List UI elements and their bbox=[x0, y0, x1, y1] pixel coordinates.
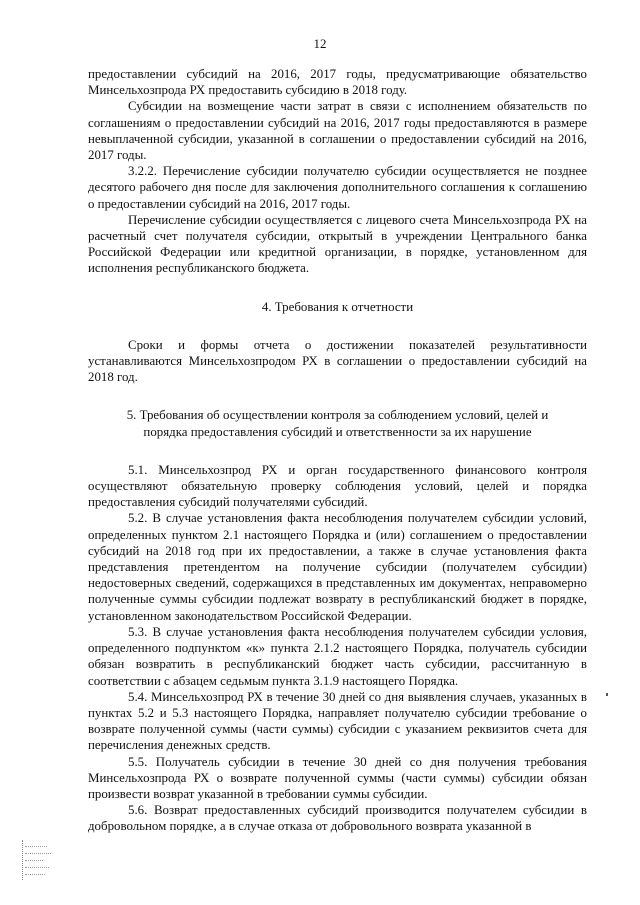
paragraph-transfer-account: Перечисление субсидии осуществляется с лицевого счета Минсельхозпрода РХ на расчетный счет получателя субсидии, открытый в учреждении Центрального банка Российской Федерации или кредитной организации, в порядке, установленном для исполнения республиканского бюджета. bbox=[88, 212, 587, 276]
scan-speck bbox=[606, 693, 608, 696]
section-4-heading: 4. Требования к отчетности bbox=[261, 299, 414, 314]
paragraph-5-6: 5.6. Возврат предоставленных субсидий производится получателем субсидии в добровольном порядке, а в случае отказа от добровольного возврата указанной в bbox=[88, 803, 587, 834]
faint-approval-stamp bbox=[22, 840, 53, 880]
paragraph-5-5: 5.5. Получатель субсидии в течение 30 дней со дня получения требования Минсельхозпрода РХ о возврате полученной суммы (части суммы) субсидии обязан произвести возврат указанной в требовании суммы субсидии. bbox=[88, 754, 587, 801]
paragraph-3-2-2: 3.2.2. Перечисление субсидии получателю субсидии осуществляется не позднее десятого рабочего дня после для заключения дополнительного соглашения к соглашению о предоставлении субсидий на 2016, 2017 годы. bbox=[88, 164, 587, 211]
paragraph-5-2: 5.2. В случае установления факта несоблюдения получателем субсидии условий, определенных пунктом 2.1 настоящего Порядка и (или) соглашением о предоставлении субсидий на 2018 год при их предоставлении, а также в случае установления факта представления претендентом на получение субсидии (получателем субсидии) недостоверных сведений, содержащихся в представленных им документах, неправомерно полученные суммы субсидии подлежат возврату в республиканский бюджет в порядке, установленном законодательством Российской Федерации. bbox=[88, 511, 587, 623]
document-body bbox=[88, 66, 587, 835]
paragraph-5-3: 5.3. В случае установления факта несоблюдения получателем субсидии условия, определенного подпунктом «к» пункта 2.1.2 настоящего Порядка, получатель субсидии обязан возвратить в республиканский бюджет часть субсидии, рассчитанную в соответствии с абзацем седьмым пункта 3.1.9 настоящего Порядка. bbox=[88, 624, 587, 688]
page-number: 12 bbox=[313, 36, 327, 51]
paragraph-subsidy-compensation: Субсидии на возмещение части затрат в связи с исполнением обязательств по соглашениям о предоставлении субсидий на 2016, 2017 годы предоставляются в размере невыплаченной субсидии, указанной в соглашении о предоставлении субсидий на 2016, 2017 годы. bbox=[88, 99, 587, 163]
paragraph-5-1: 5.1. Минсельхозпрод РХ и орган государственного финансового контроля осуществляют обязательную проверку соблюдения условий, целей и порядка предоставления субсидий получателями субсидий. bbox=[88, 462, 587, 510]
section-5-heading-line-2: порядка предоставления субсидий и ответственности за их нарушение bbox=[143, 424, 532, 439]
paragraph-intro-continuation: предоставлении субсидий на 2016, 2017 годы, предусматривающие обязательство Минсельхозпрода РХ предоставить субсидию в 2018 году. bbox=[88, 67, 587, 98]
paragraph-5-4: 5.4. Минсельхозпрод РХ в течение 30 дней со дня выявления случаев, указанных в пунктах 5.2 и 5.3 настоящего Порядка, направляет получателю субсидии требование о возврате полученной суммы (части суммы) субсидии с указанием реквизитов счета для перечисления денежных средств. bbox=[88, 689, 587, 753]
section-5-heading-line-1: 5. Требования об осуществлении контроля за соблюдением условий, целей и bbox=[126, 408, 549, 423]
section-4-text: Сроки и формы отчета о достижении показателей результативности устанавливаются Минсельхозпродом РХ в соглашении о предоставлении субсидий на 2018 год. bbox=[88, 337, 587, 385]
section-5-heading bbox=[88, 407, 587, 439]
